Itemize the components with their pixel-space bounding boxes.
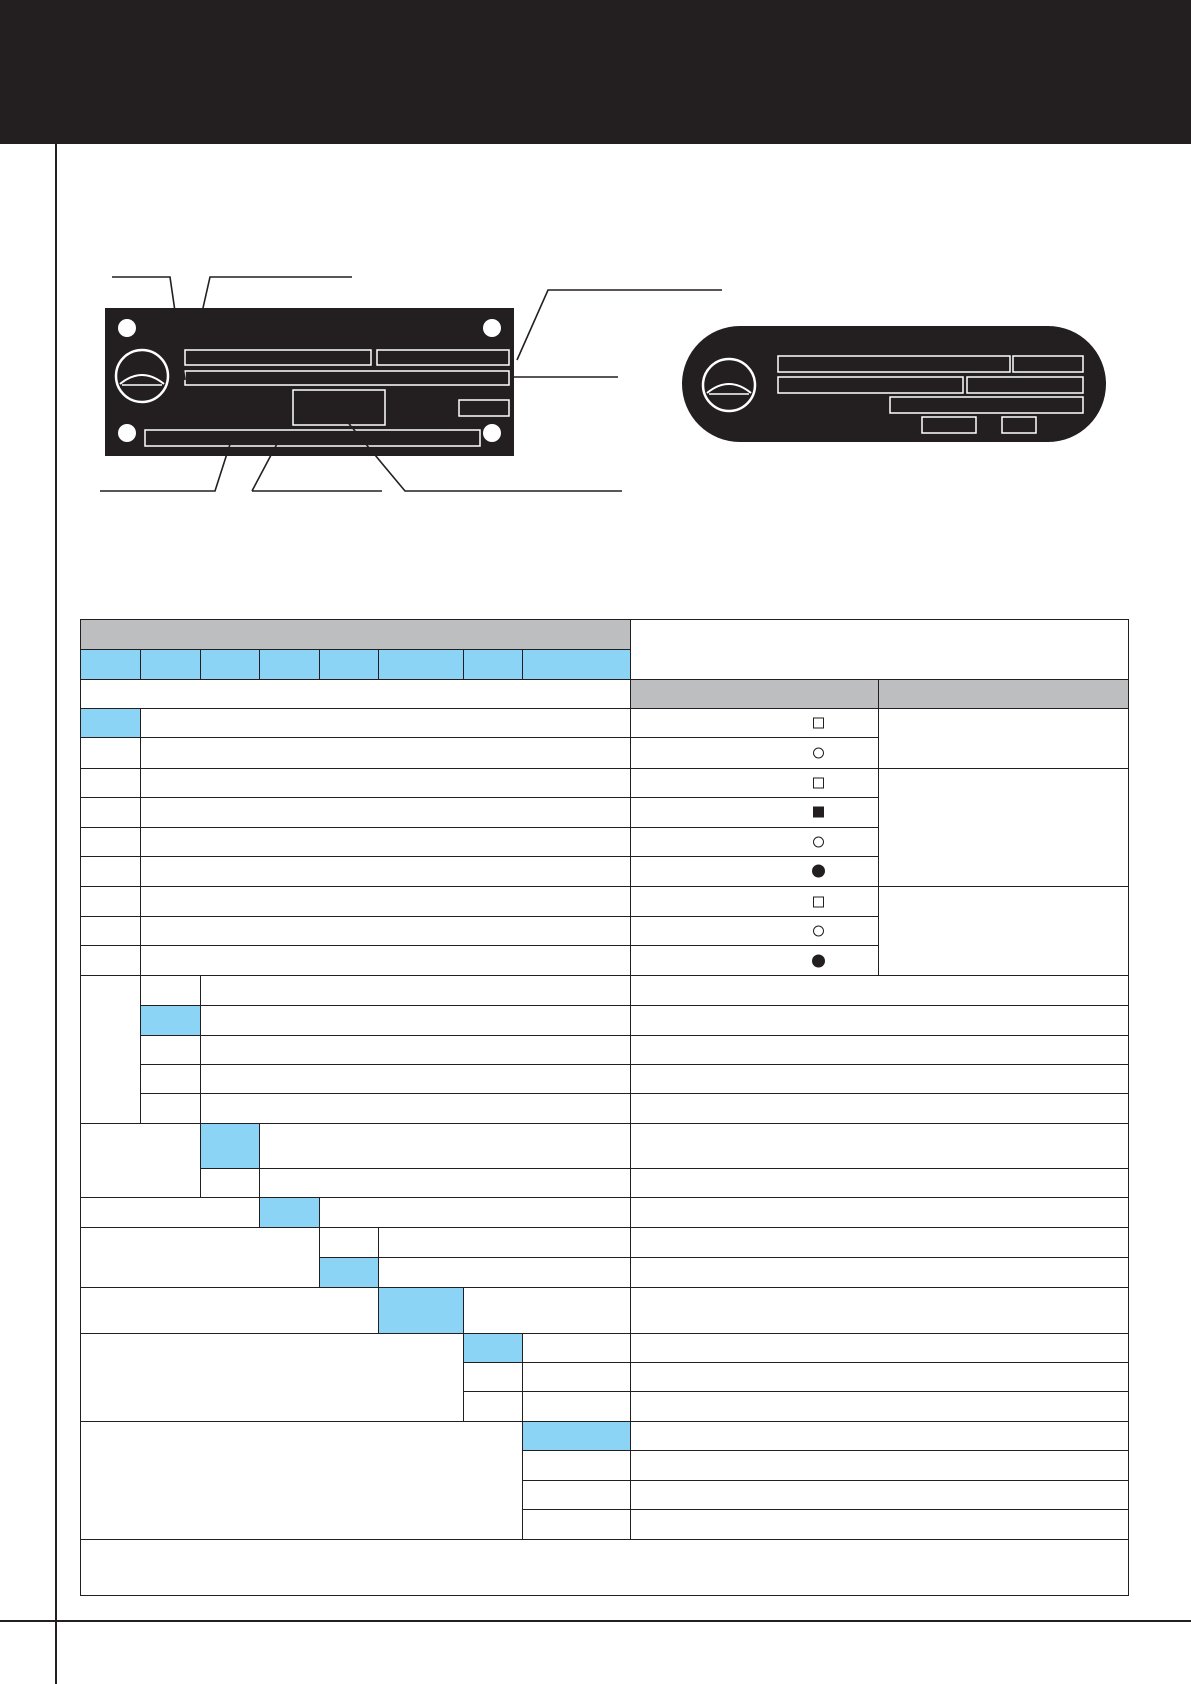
col-header-a	[631, 680, 879, 709]
code-col	[81, 650, 141, 680]
table-row	[81, 1123, 1129, 1168]
rectangular-type-plate	[105, 308, 514, 456]
code-col	[379, 650, 464, 680]
code-col	[260, 650, 320, 680]
group-label	[81, 680, 631, 709]
footer-rule	[0, 1620, 1191, 1622]
col-header-b	[879, 680, 1129, 709]
circle-filled-icon	[812, 865, 825, 878]
header-band	[0, 0, 1191, 144]
table-row	[81, 1421, 1129, 1450]
table-row	[81, 976, 1129, 1006]
circle-open-icon	[813, 836, 824, 847]
table-row	[81, 1333, 1129, 1362]
table-footnote	[81, 1540, 1129, 1596]
table-header-right	[631, 620, 1129, 680]
table-row	[81, 1035, 1129, 1064]
table-row	[81, 1006, 1129, 1035]
circle-filled-icon	[812, 954, 825, 967]
circle-open-icon	[813, 926, 824, 937]
table-row	[81, 709, 1129, 738]
square-open-icon	[813, 777, 824, 788]
table-row	[81, 1093, 1129, 1123]
table-row	[81, 768, 1129, 797]
square-open-icon	[813, 896, 824, 907]
table-row	[81, 1064, 1129, 1093]
square-open-icon	[813, 718, 824, 729]
table-row	[81, 886, 1129, 916]
table-row	[81, 1198, 1129, 1228]
circle-open-icon	[813, 747, 824, 758]
type-designation-table	[80, 619, 1129, 1596]
table-header-title	[81, 620, 631, 650]
oval-type-plate	[682, 326, 1106, 442]
square-filled-icon	[813, 807, 824, 818]
type-plate-figures	[0, 250, 1191, 520]
code-col	[523, 650, 631, 680]
table-row	[81, 1228, 1129, 1258]
table-row	[81, 1169, 1129, 1198]
code-col	[201, 650, 260, 680]
code-col	[320, 650, 379, 680]
code-col	[141, 650, 201, 680]
table-row	[81, 1288, 1129, 1333]
code-col	[464, 650, 523, 680]
